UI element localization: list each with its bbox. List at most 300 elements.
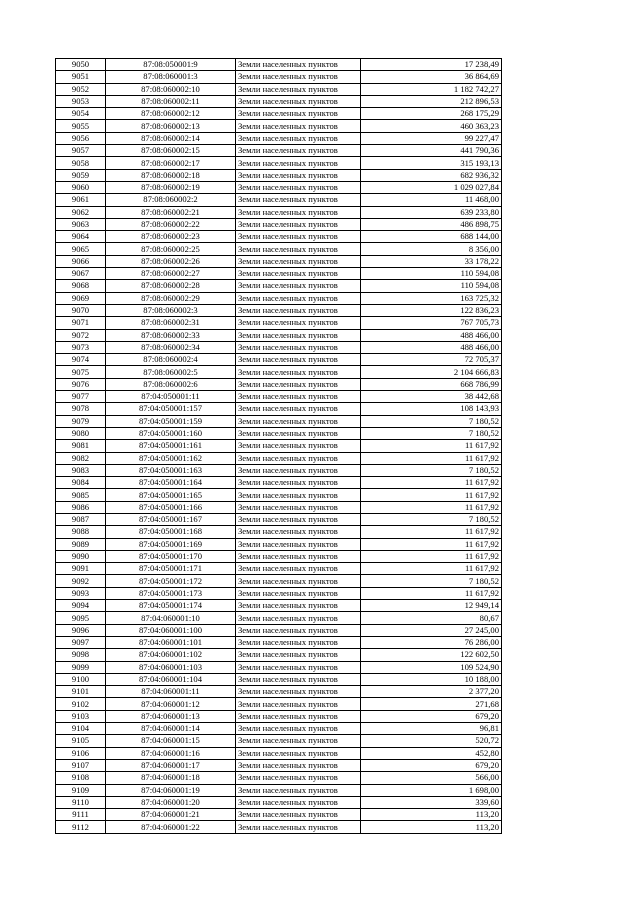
cadastral-value-cell: 12 949,14 <box>361 600 502 612</box>
land-category-cell: Земли населенных пунктов <box>236 747 361 759</box>
row-number-cell: 9087 <box>56 513 106 525</box>
cadastral-number-cell: 87:04:050001:163 <box>106 464 236 476</box>
cadastral-value-cell: 11 468,00 <box>361 194 502 206</box>
cadastral-value-cell: 668 786,99 <box>361 378 502 390</box>
cadastral-number-cell: 87:08:060002:26 <box>106 255 236 267</box>
cadastral-number-cell: 87:04:060001:102 <box>106 649 236 661</box>
row-number-cell: 9079 <box>56 415 106 427</box>
land-category-cell: Земли населенных пунктов <box>236 83 361 95</box>
cadastral-number-cell: 87:04:050001:166 <box>106 501 236 513</box>
cadastral-value-cell: 11 617,92 <box>361 489 502 501</box>
cadastral-number-cell: 87:04:060001:12 <box>106 698 236 710</box>
land-category-cell: Земли населенных пунктов <box>236 698 361 710</box>
cadastral-number-cell: 87:08:060002:29 <box>106 292 236 304</box>
table-row <box>56 735 502 747</box>
land-category-cell: Земли населенных пунктов <box>236 181 361 193</box>
row-number-cell: 9075 <box>56 366 106 378</box>
land-category-cell: Земли населенных пунктов <box>236 157 361 169</box>
cadastral-number-cell: 87:04:050001:157 <box>106 403 236 415</box>
land-category-cell: Земли населенных пунктов <box>236 145 361 157</box>
table-row <box>56 280 502 292</box>
cadastral-number-cell: 87:04:050001:174 <box>106 600 236 612</box>
cadastral-number-cell: 87:08:060002:27 <box>106 268 236 280</box>
table-row <box>56 378 502 390</box>
row-number-cell: 9054 <box>56 108 106 120</box>
row-number-cell: 9072 <box>56 329 106 341</box>
row-number-cell: 9084 <box>56 477 106 489</box>
land-category-cell: Земли населенных пунктов <box>236 600 361 612</box>
cadastral-number-cell: 87:04:050001:11 <box>106 391 236 403</box>
table-row <box>56 587 502 599</box>
land-category-cell: Земли населенных пунктов <box>236 526 361 538</box>
row-number-cell: 9110 <box>56 796 106 808</box>
cadastral-number-cell: 87:08:060002:10 <box>106 83 236 95</box>
cadastral-number-cell: 87:08:060002:21 <box>106 206 236 218</box>
cadastral-value-cell: 7 180,52 <box>361 575 502 587</box>
cadastral-value-cell: 72 705,37 <box>361 354 502 366</box>
cadastral-value-cell: 11 617,92 <box>361 452 502 464</box>
cadastral-value-cell: 2 104 666,83 <box>361 366 502 378</box>
row-number-cell: 9089 <box>56 538 106 550</box>
cadastral-number-cell: 87:08:060001:3 <box>106 71 236 83</box>
land-category-cell: Земли населенных пунктов <box>236 452 361 464</box>
land-category-cell: Земли населенных пунктов <box>236 464 361 476</box>
cadastral-number-cell: 87:08:060002:5 <box>106 366 236 378</box>
row-number-cell: 9111 <box>56 809 106 821</box>
table-row <box>56 710 502 722</box>
cadastral-value-cell: 11 617,92 <box>361 477 502 489</box>
cadastral-number-cell: 87:04:050001:161 <box>106 440 236 452</box>
table-row <box>56 194 502 206</box>
land-category-cell: Земли населенных пунктов <box>236 255 361 267</box>
land-category-cell: Земли населенных пунктов <box>236 59 361 71</box>
row-number-cell: 9058 <box>56 157 106 169</box>
land-category-cell: Земли населенных пунктов <box>236 95 361 107</box>
table-row <box>56 477 502 489</box>
cadastral-value-cell: 452,80 <box>361 747 502 759</box>
table-row <box>56 292 502 304</box>
row-number-cell: 9055 <box>56 120 106 132</box>
table-row <box>56 538 502 550</box>
cadastral-value-cell: 11 617,92 <box>361 501 502 513</box>
table-row <box>56 255 502 267</box>
cadastral-value-cell: 76 286,00 <box>361 636 502 648</box>
cadastral-value-cell: 486 898,75 <box>361 218 502 230</box>
table-row <box>56 440 502 452</box>
land-category-cell: Земли населенных пунктов <box>236 735 361 747</box>
land-category-cell: Земли населенных пунктов <box>236 403 361 415</box>
table-row <box>56 391 502 403</box>
cadastral-value-cell: 11 617,92 <box>361 440 502 452</box>
land-category-cell: Земли населенных пунктов <box>236 772 361 784</box>
row-number-cell: 9105 <box>56 735 106 747</box>
cadastral-number-cell: 87:04:060001:21 <box>106 809 236 821</box>
land-category-cell: Земли населенных пунктов <box>236 686 361 698</box>
table-row <box>56 624 502 636</box>
row-number-cell: 9106 <box>56 747 106 759</box>
land-category-cell: Земли населенных пунктов <box>236 538 361 550</box>
cadastral-value-cell: 566,00 <box>361 772 502 784</box>
cadastral-number-cell: 87:04:050001:172 <box>106 575 236 587</box>
cadastral-number-cell: 87:08:060002:34 <box>106 341 236 353</box>
table-row <box>56 723 502 735</box>
table-row <box>56 821 502 833</box>
land-category-cell: Земли населенных пунктов <box>236 809 361 821</box>
table-row <box>56 169 502 181</box>
cadastral-number-cell: 87:04:050001:159 <box>106 415 236 427</box>
land-category-cell: Земли населенных пунктов <box>236 231 361 243</box>
table-row <box>56 563 502 575</box>
cadastral-number-cell: 87:04:060001:19 <box>106 784 236 796</box>
cadastral-number-cell: 87:08:060002:25 <box>106 243 236 255</box>
cadastral-value-cell: 10 188,00 <box>361 673 502 685</box>
cadastral-number-cell: 87:04:060001:16 <box>106 747 236 759</box>
row-number-cell: 9108 <box>56 772 106 784</box>
cadastral-value-cell: 460 363,23 <box>361 120 502 132</box>
row-number-cell: 9053 <box>56 95 106 107</box>
land-registry-table <box>55 58 502 834</box>
land-category-cell: Земли населенных пунктов <box>236 169 361 181</box>
cadastral-value-cell: 17 238,49 <box>361 59 502 71</box>
row-number-cell: 9094 <box>56 600 106 612</box>
cadastral-value-cell: 2 377,20 <box>361 686 502 698</box>
land-category-cell: Земли населенных пунктов <box>236 354 361 366</box>
land-category-cell: Земли населенных пунктов <box>236 341 361 353</box>
land-category-cell: Земли населенных пунктов <box>236 587 361 599</box>
table-row <box>56 157 502 169</box>
row-number-cell: 9098 <box>56 649 106 661</box>
row-number-cell: 9060 <box>56 181 106 193</box>
table-row <box>56 403 502 415</box>
cadastral-value-cell: 1 698,00 <box>361 784 502 796</box>
table-row <box>56 612 502 624</box>
cadastral-value-cell: 38 442,68 <box>361 391 502 403</box>
row-number-cell: 9093 <box>56 587 106 599</box>
land-category-cell: Земли населенных пунктов <box>236 759 361 771</box>
cadastral-number-cell: 87:08:060002:4 <box>106 354 236 366</box>
cadastral-value-cell: 122 602,50 <box>361 649 502 661</box>
row-number-cell: 9091 <box>56 563 106 575</box>
cadastral-number-cell: 87:04:060001:18 <box>106 772 236 784</box>
land-category-cell: Земли населенных пунктов <box>236 304 361 316</box>
table-row <box>56 600 502 612</box>
table-row <box>56 83 502 95</box>
table-row <box>56 698 502 710</box>
cadastral-number-cell: 87:04:050001:160 <box>106 427 236 439</box>
cadastral-value-cell: 767 705,73 <box>361 317 502 329</box>
table-row <box>56 686 502 698</box>
cadastral-number-cell: 87:04:050001:167 <box>106 513 236 525</box>
cadastral-value-cell: 1 182 742,27 <box>361 83 502 95</box>
cadastral-number-cell: 87:04:060001:11 <box>106 686 236 698</box>
cadastral-value-cell: 80,67 <box>361 612 502 624</box>
cadastral-number-cell: 87:04:050001:169 <box>106 538 236 550</box>
row-number-cell: 9061 <box>56 194 106 206</box>
table-row <box>56 673 502 685</box>
table-row <box>56 550 502 562</box>
row-number-cell: 9051 <box>56 71 106 83</box>
land-category-cell: Земли населенных пунктов <box>236 477 361 489</box>
land-category-cell: Земли населенных пунктов <box>236 489 361 501</box>
cadastral-number-cell: 87:04:060001:15 <box>106 735 236 747</box>
row-number-cell: 9090 <box>56 550 106 562</box>
table-row <box>56 145 502 157</box>
row-number-cell: 9083 <box>56 464 106 476</box>
row-number-cell: 9086 <box>56 501 106 513</box>
cadastral-value-cell: 679,20 <box>361 759 502 771</box>
land-category-cell: Земли населенных пунктов <box>236 317 361 329</box>
row-number-cell: 9062 <box>56 206 106 218</box>
cadastral-number-cell: 87:08:050001:9 <box>106 59 236 71</box>
cadastral-number-cell: 87:08:060002:18 <box>106 169 236 181</box>
cadastral-value-cell: 212 896,53 <box>361 95 502 107</box>
cadastral-value-cell: 7 180,52 <box>361 427 502 439</box>
cadastral-number-cell: 87:08:060002:14 <box>106 132 236 144</box>
cadastral-value-cell: 163 725,32 <box>361 292 502 304</box>
row-number-cell: 9092 <box>56 575 106 587</box>
cadastral-value-cell: 488 466,00 <box>361 341 502 353</box>
cadastral-value-cell: 27 245,00 <box>361 624 502 636</box>
land-category-cell: Земли населенных пунктов <box>236 292 361 304</box>
table-row <box>56 268 502 280</box>
row-number-cell: 9088 <box>56 526 106 538</box>
row-number-cell: 9063 <box>56 218 106 230</box>
row-number-cell: 9109 <box>56 784 106 796</box>
cadastral-value-cell: 96,81 <box>361 723 502 735</box>
land-category-cell: Земли населенных пунктов <box>236 120 361 132</box>
land-category-cell: Земли населенных пунктов <box>236 612 361 624</box>
cadastral-number-cell: 87:08:060002:11 <box>106 95 236 107</box>
row-number-cell: 9050 <box>56 59 106 71</box>
cadastral-value-cell: 110 594,08 <box>361 280 502 292</box>
table-row <box>56 132 502 144</box>
cadastral-number-cell: 87:08:060002:2 <box>106 194 236 206</box>
table-row <box>56 636 502 648</box>
table-row <box>56 181 502 193</box>
row-number-cell: 9059 <box>56 169 106 181</box>
land-category-cell: Земли населенных пунктов <box>236 649 361 661</box>
cadastral-value-cell: 441 790,36 <box>361 145 502 157</box>
table-row <box>56 747 502 759</box>
cadastral-value-cell: 36 864,69 <box>361 71 502 83</box>
land-category-cell: Земли населенных пунктов <box>236 71 361 83</box>
row-number-cell: 9069 <box>56 292 106 304</box>
table-row <box>56 809 502 821</box>
land-category-cell: Земли населенных пунктов <box>236 427 361 439</box>
row-number-cell: 9065 <box>56 243 106 255</box>
cadastral-number-cell: 87:04:050001:162 <box>106 452 236 464</box>
land-category-cell: Земли населенных пунктов <box>236 194 361 206</box>
row-number-cell: 9097 <box>56 636 106 648</box>
land-category-cell: Земли населенных пунктов <box>236 513 361 525</box>
table-row <box>56 95 502 107</box>
table-row <box>56 661 502 673</box>
cadastral-number-cell: 87:04:060001:14 <box>106 723 236 735</box>
table-row <box>56 501 502 513</box>
cadastral-number-cell: 87:08:060002:13 <box>106 120 236 132</box>
row-number-cell: 9067 <box>56 268 106 280</box>
row-number-cell: 9068 <box>56 280 106 292</box>
row-number-cell: 9077 <box>56 391 106 403</box>
table-row <box>56 206 502 218</box>
land-category-cell: Земли населенных пунктов <box>236 378 361 390</box>
table-row <box>56 59 502 71</box>
row-number-cell: 9071 <box>56 317 106 329</box>
table-row <box>56 784 502 796</box>
land-category-cell: Земли населенных пунктов <box>236 796 361 808</box>
cadastral-number-cell: 87:08:060002:15 <box>106 145 236 157</box>
cadastral-value-cell: 520,72 <box>361 735 502 747</box>
cadastral-number-cell: 87:08:060002:28 <box>106 280 236 292</box>
cadastral-value-cell: 7 180,52 <box>361 513 502 525</box>
table-row <box>56 354 502 366</box>
table-row <box>56 575 502 587</box>
land-category-cell: Земли населенных пунктов <box>236 132 361 144</box>
row-number-cell: 9076 <box>56 378 106 390</box>
row-number-cell: 9095 <box>56 612 106 624</box>
row-number-cell: 9056 <box>56 132 106 144</box>
cadastral-value-cell: 688 144,00 <box>361 231 502 243</box>
table-row <box>56 489 502 501</box>
row-number-cell: 9066 <box>56 255 106 267</box>
cadastral-number-cell: 87:04:060001:22 <box>106 821 236 833</box>
land-category-cell: Земли населенных пунктов <box>236 636 361 648</box>
cadastral-number-cell: 87:04:060001:13 <box>106 710 236 722</box>
table-row <box>56 464 502 476</box>
row-number-cell: 9074 <box>56 354 106 366</box>
cadastral-value-cell: 271,68 <box>361 698 502 710</box>
table-row <box>56 317 502 329</box>
cadastral-number-cell: 87:08:060002:23 <box>106 231 236 243</box>
cadastral-number-cell: 87:04:050001:171 <box>106 563 236 575</box>
land-category-cell: Земли населенных пунктов <box>236 723 361 735</box>
table-row <box>56 304 502 316</box>
table-row <box>56 108 502 120</box>
row-number-cell: 9099 <box>56 661 106 673</box>
table-row <box>56 415 502 427</box>
cadastral-value-cell: 110 594,08 <box>361 268 502 280</box>
row-number-cell: 9085 <box>56 489 106 501</box>
row-number-cell: 9064 <box>56 231 106 243</box>
land-category-cell: Земли населенных пунктов <box>236 108 361 120</box>
cadastral-value-cell: 8 356,00 <box>361 243 502 255</box>
cadastral-value-cell: 108 143,93 <box>361 403 502 415</box>
row-number-cell: 9112 <box>56 821 106 833</box>
row-number-cell: 9096 <box>56 624 106 636</box>
table-row <box>56 759 502 771</box>
row-number-cell: 9081 <box>56 440 106 452</box>
land-category-cell: Земли населенных пунктов <box>236 440 361 452</box>
cadastral-number-cell: 87:04:060001:100 <box>106 624 236 636</box>
cadastral-value-cell: 7 180,52 <box>361 415 502 427</box>
row-number-cell: 9082 <box>56 452 106 464</box>
cadastral-number-cell: 87:08:060002:12 <box>106 108 236 120</box>
cadastral-number-cell: 87:08:060002:6 <box>106 378 236 390</box>
row-number-cell: 9057 <box>56 145 106 157</box>
land-category-cell: Земли населенных пунктов <box>236 366 361 378</box>
table-row <box>56 796 502 808</box>
row-number-cell: 9078 <box>56 403 106 415</box>
cadastral-value-cell: 682 936,32 <box>361 169 502 181</box>
row-number-cell: 9073 <box>56 341 106 353</box>
cadastral-number-cell: 87:08:060002:33 <box>106 329 236 341</box>
cadastral-value-cell: 99 227,47 <box>361 132 502 144</box>
land-category-cell: Земли населенных пунктов <box>236 415 361 427</box>
row-number-cell: 9080 <box>56 427 106 439</box>
cadastral-number-cell: 87:04:060001:101 <box>106 636 236 648</box>
cadastral-number-cell: 87:08:060002:22 <box>106 218 236 230</box>
row-number-cell: 9107 <box>56 759 106 771</box>
table-row <box>56 329 502 341</box>
table-row <box>56 772 502 784</box>
cadastral-value-cell: 11 617,92 <box>361 526 502 538</box>
cadastral-number-cell: 87:04:060001:104 <box>106 673 236 685</box>
cadastral-number-cell: 87:04:060001:20 <box>106 796 236 808</box>
land-category-cell: Земли населенных пунктов <box>236 563 361 575</box>
row-number-cell: 9052 <box>56 83 106 95</box>
table-row <box>56 452 502 464</box>
cadastral-value-cell: 339,60 <box>361 796 502 808</box>
cadastral-value-cell: 488 466,00 <box>361 329 502 341</box>
cadastral-number-cell: 87:04:050001:170 <box>106 550 236 562</box>
land-category-cell: Земли населенных пунктов <box>236 268 361 280</box>
land-category-cell: Земли населенных пунктов <box>236 673 361 685</box>
land-category-cell: Земли населенных пунктов <box>236 661 361 673</box>
land-category-cell: Земли населенных пунктов <box>236 329 361 341</box>
land-category-cell: Земли населенных пунктов <box>236 501 361 513</box>
cadastral-number-cell: 87:04:050001:173 <box>106 587 236 599</box>
row-number-cell: 9102 <box>56 698 106 710</box>
row-number-cell: 9104 <box>56 723 106 735</box>
table-row <box>56 120 502 132</box>
table-row <box>56 341 502 353</box>
table-row <box>56 71 502 83</box>
cadastral-value-cell: 1 029 027,84 <box>361 181 502 193</box>
cadastral-value-cell: 11 617,92 <box>361 550 502 562</box>
table-row <box>56 427 502 439</box>
row-number-cell: 9100 <box>56 673 106 685</box>
table-row <box>56 649 502 661</box>
cadastral-number-cell: 87:08:060002:17 <box>106 157 236 169</box>
cadastral-value-cell: 33 178,22 <box>361 255 502 267</box>
land-category-cell: Земли населенных пунктов <box>236 218 361 230</box>
cadastral-value-cell: 268 175,29 <box>361 108 502 120</box>
cadastral-number-cell: 87:08:060002:19 <box>106 181 236 193</box>
cadastral-number-cell: 87:04:050001:168 <box>106 526 236 538</box>
cadastral-value-cell: 122 836,23 <box>361 304 502 316</box>
cadastral-value-cell: 113,20 <box>361 821 502 833</box>
cadastral-number-cell: 87:04:060001:10 <box>106 612 236 624</box>
table-row <box>56 231 502 243</box>
cadastral-value-cell: 11 617,92 <box>361 587 502 599</box>
cadastral-number-cell: 87:04:050001:164 <box>106 477 236 489</box>
land-category-cell: Земли населенных пунктов <box>236 784 361 796</box>
cadastral-value-cell: 679,20 <box>361 710 502 722</box>
table-row <box>56 513 502 525</box>
table-row <box>56 218 502 230</box>
table-body <box>56 59 502 834</box>
land-category-cell: Земли населенных пунктов <box>236 391 361 403</box>
land-category-cell: Земли населенных пунктов <box>236 624 361 636</box>
cadastral-value-cell: 7 180,52 <box>361 464 502 476</box>
cadastral-value-cell: 109 524,90 <box>361 661 502 673</box>
row-number-cell: 9103 <box>56 710 106 722</box>
cadastral-value-cell: 113,20 <box>361 809 502 821</box>
cadastral-value-cell: 11 617,92 <box>361 563 502 575</box>
cadastral-number-cell: 87:04:060001:17 <box>106 759 236 771</box>
cadastral-value-cell: 315 193,13 <box>361 157 502 169</box>
table-row <box>56 243 502 255</box>
